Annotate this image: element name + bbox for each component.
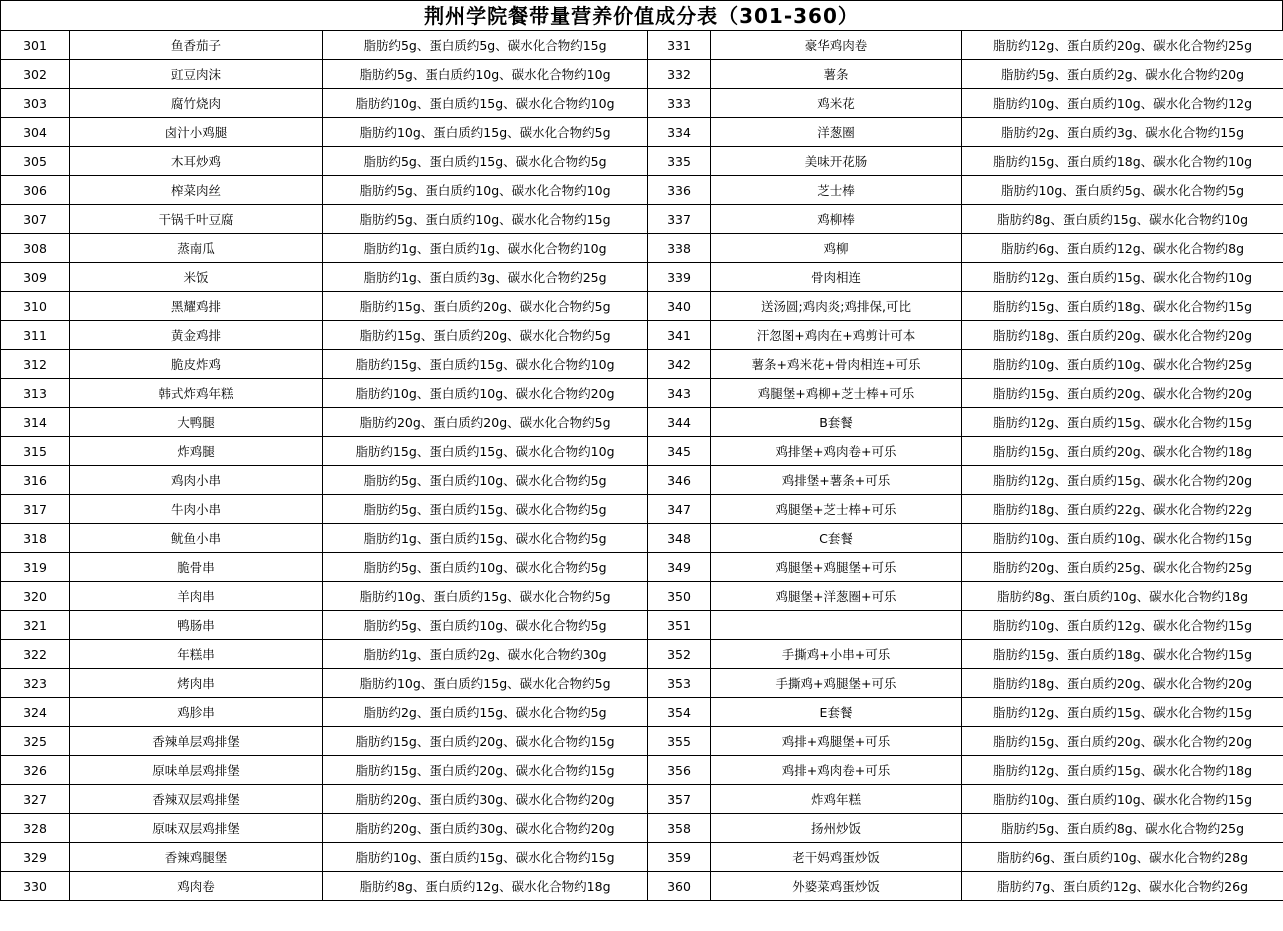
left-dish-name-cell: 羊肉串: [70, 582, 323, 611]
left-nutrition-cell: 脂肪约15g、蛋白质约20g、碳水化合物约5g: [323, 321, 648, 350]
right-dish-name-cell: 鸡柳: [711, 234, 962, 263]
right-dish-name-cell: 送汤圆;鸡肉炎;鸡排保,可比: [711, 292, 962, 321]
right-number-cell: 335: [648, 147, 711, 176]
right-dish-name-cell: 鸡排+鸡肉卷+可乐: [711, 756, 962, 785]
right-dish-name-cell: B套餐: [711, 408, 962, 437]
right-nutrition-cell: 脂肪约18g、蛋白质约22g、碳水化合物约22g: [962, 495, 1283, 524]
left-number-cell: 311: [1, 321, 70, 350]
left-nutrition-cell: 脂肪约5g、蛋白质约10g、碳水化合物约5g: [323, 611, 648, 640]
table-row: [1, 205, 1283, 234]
right-number-cell: 355: [648, 727, 711, 756]
left-dish-name-cell: 香辣单层鸡排堡: [70, 727, 323, 756]
right-nutrition-cell: 脂肪约12g、蛋白质约20g、碳水化合物约25g: [962, 31, 1283, 60]
left-dish-name-cell: 年糕串: [70, 640, 323, 669]
left-number-cell: 314: [1, 408, 70, 437]
left-dish-name-cell: 香辣鸡腿堡: [70, 843, 323, 872]
left-nutrition-cell: 脂肪约10g、蛋白质约15g、碳水化合物约5g: [323, 669, 648, 698]
right-number-cell: 340: [648, 292, 711, 321]
right-number-cell: 336: [648, 176, 711, 205]
table-row: [1, 147, 1283, 176]
right-dish-name-cell: [711, 611, 962, 640]
left-number-cell: 320: [1, 582, 70, 611]
right-number-cell: 360: [648, 872, 711, 901]
left-nutrition-cell: 脂肪约15g、蛋白质约15g、碳水化合物约10g: [323, 437, 648, 466]
right-dish-name-cell: 扬州炒饭: [711, 814, 962, 843]
table-body: [1, 31, 1283, 901]
left-nutrition-cell: 脂肪约5g、蛋白质约10g、碳水化合物约5g: [323, 466, 648, 495]
right-nutrition-cell: 脂肪约12g、蛋白质约15g、碳水化合物约10g: [962, 263, 1283, 292]
left-dish-name-cell: 黑耀鸡排: [70, 292, 323, 321]
left-dish-name-cell: 干锅千叶豆腐: [70, 205, 323, 234]
left-dish-name-cell: 鱼香茄子: [70, 31, 323, 60]
left-nutrition-cell: 脂肪约8g、蛋白质约12g、碳水化合物约18g: [323, 872, 648, 901]
table-row: [1, 640, 1283, 669]
right-number-cell: 342: [648, 350, 711, 379]
left-nutrition-cell: 脂肪约10g、蛋白质约15g、碳水化合物约5g: [323, 118, 648, 147]
left-dish-name-cell: 鸡胗串: [70, 698, 323, 727]
left-dish-name-cell: 蒸南瓜: [70, 234, 323, 263]
left-number-cell: 301: [1, 31, 70, 60]
left-number-cell: 323: [1, 669, 70, 698]
table-row: [1, 379, 1283, 408]
right-number-cell: 357: [648, 785, 711, 814]
right-number-cell: 354: [648, 698, 711, 727]
right-number-cell: 349: [648, 553, 711, 582]
table-row: [1, 553, 1283, 582]
left-number-cell: 306: [1, 176, 70, 205]
right-dish-name-cell: 鸡腿堡+鸡腿堡+可乐: [711, 553, 962, 582]
left-nutrition-cell: 脂肪约5g、蛋白质约10g、碳水化合物约15g: [323, 205, 648, 234]
left-nutrition-cell: 脂肪约1g、蛋白质约3g、碳水化合物约25g: [323, 263, 648, 292]
left-dish-name-cell: 炸鸡腿: [70, 437, 323, 466]
left-number-cell: 309: [1, 263, 70, 292]
left-number-cell: 318: [1, 524, 70, 553]
left-number-cell: 327: [1, 785, 70, 814]
right-nutrition-cell: 脂肪约8g、蛋白质约10g、碳水化合物约18g: [962, 582, 1283, 611]
table-row: [1, 524, 1283, 553]
left-dish-name-cell: 鸡肉卷: [70, 872, 323, 901]
table-row: [1, 31, 1283, 60]
right-dish-name-cell: C套餐: [711, 524, 962, 553]
right-nutrition-cell: 脂肪约8g、蛋白质约15g、碳水化合物约10g: [962, 205, 1283, 234]
right-number-cell: 352: [648, 640, 711, 669]
left-dish-name-cell: 豇豆肉沫: [70, 60, 323, 89]
table-row: [1, 350, 1283, 379]
right-dish-name-cell: 汗忽图+鸡肉在+鸡剪计可本: [711, 321, 962, 350]
left-number-cell: 307: [1, 205, 70, 234]
table-row: [1, 814, 1283, 843]
right-nutrition-cell: 脂肪约5g、蛋白质约2g、碳水化合物约20g: [962, 60, 1283, 89]
table-row: [1, 727, 1283, 756]
right-dish-name-cell: 手撕鸡+鸡腿堡+可乐: [711, 669, 962, 698]
right-dish-name-cell: 洋葱圈: [711, 118, 962, 147]
left-number-cell: 319: [1, 553, 70, 582]
right-nutrition-cell: 脂肪约15g、蛋白质约20g、碳水化合物约18g: [962, 437, 1283, 466]
left-number-cell: 317: [1, 495, 70, 524]
left-nutrition-cell: 脂肪约10g、蛋白质约10g、碳水化合物约20g: [323, 379, 648, 408]
left-number-cell: 310: [1, 292, 70, 321]
table-row: [1, 176, 1283, 205]
right-nutrition-cell: 脂肪约15g、蛋白质约18g、碳水化合物约15g: [962, 292, 1283, 321]
right-nutrition-cell: 脂肪约10g、蛋白质约10g、碳水化合物约15g: [962, 524, 1283, 553]
right-dish-name-cell: 鸡排堡+鸡肉卷+可乐: [711, 437, 962, 466]
left-number-cell: 312: [1, 350, 70, 379]
right-dish-name-cell: 外婆菜鸡蛋炒饭: [711, 872, 962, 901]
left-number-cell: 329: [1, 843, 70, 872]
left-dish-name-cell: 木耳炒鸡: [70, 147, 323, 176]
table-row: [1, 234, 1283, 263]
right-number-cell: 337: [648, 205, 711, 234]
left-number-cell: 326: [1, 756, 70, 785]
left-dish-name-cell: 腐竹烧肉: [70, 89, 323, 118]
right-number-cell: 343: [648, 379, 711, 408]
table-row: [1, 843, 1283, 872]
left-number-cell: 303: [1, 89, 70, 118]
left-dish-name-cell: 米饭: [70, 263, 323, 292]
left-nutrition-cell: 脂肪约1g、蛋白质约1g、碳水化合物约10g: [323, 234, 648, 263]
right-number-cell: 339: [648, 263, 711, 292]
right-dish-name-cell: 炸鸡年糕: [711, 785, 962, 814]
table-row: [1, 495, 1283, 524]
right-number-cell: 356: [648, 756, 711, 785]
left-number-cell: 316: [1, 466, 70, 495]
left-number-cell: 315: [1, 437, 70, 466]
left-dish-name-cell: 原味双层鸡排堡: [70, 814, 323, 843]
left-number-cell: 305: [1, 147, 70, 176]
left-dish-name-cell: 原味单层鸡排堡: [70, 756, 323, 785]
nutrition-table: [0, 30, 1283, 901]
left-nutrition-cell: 脂肪约2g、蛋白质约15g、碳水化合物约5g: [323, 698, 648, 727]
left-dish-name-cell: 脆骨串: [70, 553, 323, 582]
right-number-cell: 353: [648, 669, 711, 698]
right-number-cell: 346: [648, 466, 711, 495]
right-number-cell: 334: [648, 118, 711, 147]
table-row: [1, 582, 1283, 611]
right-number-cell: 344: [648, 408, 711, 437]
right-nutrition-cell: 脂肪约10g、蛋白质约5g、碳水化合物约5g: [962, 176, 1283, 205]
right-nutrition-cell: 脂肪约20g、蛋白质约25g、碳水化合物约25g: [962, 553, 1283, 582]
left-number-cell: 330: [1, 872, 70, 901]
right-dish-name-cell: 美味开花肠: [711, 147, 962, 176]
right-nutrition-cell: 脂肪约15g、蛋白质约20g、碳水化合物约20g: [962, 727, 1283, 756]
left-nutrition-cell: 脂肪约10g、蛋白质约15g、碳水化合物约5g: [323, 582, 648, 611]
right-number-cell: 332: [648, 60, 711, 89]
left-dish-name-cell: 黄金鸡排: [70, 321, 323, 350]
right-number-cell: 333: [648, 89, 711, 118]
table-row: [1, 785, 1283, 814]
left-nutrition-cell: 脂肪约20g、蛋白质约30g、碳水化合物约20g: [323, 785, 648, 814]
right-nutrition-cell: 脂肪约10g、蛋白质约10g、碳水化合物约15g: [962, 785, 1283, 814]
left-dish-name-cell: 香辣双层鸡排堡: [70, 785, 323, 814]
left-nutrition-cell: 脂肪约15g、蛋白质约20g、碳水化合物约15g: [323, 756, 648, 785]
right-number-cell: 358: [648, 814, 711, 843]
right-number-cell: 348: [648, 524, 711, 553]
left-nutrition-cell: 脂肪约10g、蛋白质约15g、碳水化合物约10g: [323, 89, 648, 118]
right-nutrition-cell: 脂肪约10g、蛋白质约12g、碳水化合物约15g: [962, 611, 1283, 640]
right-nutrition-cell: 脂肪约5g、蛋白质约8g、碳水化合物约25g: [962, 814, 1283, 843]
right-nutrition-cell: 脂肪约12g、蛋白质约15g、碳水化合物约20g: [962, 466, 1283, 495]
table-row: [1, 60, 1283, 89]
left-nutrition-cell: 脂肪约20g、蛋白质约20g、碳水化合物约5g: [323, 408, 648, 437]
right-dish-name-cell: 豪华鸡肉卷: [711, 31, 962, 60]
table-row: [1, 756, 1283, 785]
left-number-cell: 328: [1, 814, 70, 843]
right-dish-name-cell: 鸡腿堡+芝士棒+可乐: [711, 495, 962, 524]
right-number-cell: 345: [648, 437, 711, 466]
table-row: [1, 263, 1283, 292]
sheet-title: 荆州学院餐带量营养价值成分表（301-360）: [0, 0, 1283, 30]
left-nutrition-cell: 脂肪约10g、蛋白质约15g、碳水化合物约15g: [323, 843, 648, 872]
right-dish-name-cell: 鸡腿堡+鸡柳+芝士棒+可乐: [711, 379, 962, 408]
right-dish-name-cell: 骨肉相连: [711, 263, 962, 292]
left-dish-name-cell: 卤汁小鸡腿: [70, 118, 323, 147]
left-nutrition-cell: 脂肪约5g、蛋白质约5g、碳水化合物约15g: [323, 31, 648, 60]
right-dish-name-cell: 鸡排堡+薯条+可乐: [711, 466, 962, 495]
right-dish-name-cell: 老干妈鸡蛋炒饭: [711, 843, 962, 872]
right-dish-name-cell: 鸡腿堡+洋葱圈+可乐: [711, 582, 962, 611]
left-number-cell: 321: [1, 611, 70, 640]
right-dish-name-cell: 手撕鸡+小串+可乐: [711, 640, 962, 669]
right-nutrition-cell: 脂肪约12g、蛋白质约15g、碳水化合物约15g: [962, 408, 1283, 437]
right-dish-name-cell: 薯条: [711, 60, 962, 89]
left-nutrition-cell: 脂肪约5g、蛋白质约15g、碳水化合物约5g: [323, 495, 648, 524]
left-nutrition-cell: 脂肪约15g、蛋白质约15g、碳水化合物约10g: [323, 350, 648, 379]
left-nutrition-cell: 脂肪约20g、蛋白质约30g、碳水化合物约20g: [323, 814, 648, 843]
left-dish-name-cell: 韩式炸鸡年糕: [70, 379, 323, 408]
right-nutrition-cell: 脂肪约18g、蛋白质约20g、碳水化合物约20g: [962, 321, 1283, 350]
table-row: [1, 437, 1283, 466]
left-number-cell: 302: [1, 60, 70, 89]
table-row: [1, 611, 1283, 640]
right-nutrition-cell: 脂肪约15g、蛋白质约18g、碳水化合物约15g: [962, 640, 1283, 669]
table-row: [1, 89, 1283, 118]
right-nutrition-cell: 脂肪约6g、蛋白质约10g、碳水化合物约28g: [962, 843, 1283, 872]
left-number-cell: 313: [1, 379, 70, 408]
right-nutrition-cell: 脂肪约18g、蛋白质约20g、碳水化合物约20g: [962, 669, 1283, 698]
right-number-cell: 347: [648, 495, 711, 524]
left-number-cell: 324: [1, 698, 70, 727]
right-dish-name-cell: 鸡柳棒: [711, 205, 962, 234]
right-dish-name-cell: 芝士棒: [711, 176, 962, 205]
left-nutrition-cell: 脂肪约5g、蛋白质约15g、碳水化合物约5g: [323, 147, 648, 176]
table-row: [1, 408, 1283, 437]
right-nutrition-cell: 脂肪约10g、蛋白质约10g、碳水化合物约25g: [962, 350, 1283, 379]
left-number-cell: 322: [1, 640, 70, 669]
right-dish-name-cell: 鸡米花: [711, 89, 962, 118]
left-number-cell: 308: [1, 234, 70, 263]
right-nutrition-cell: 脂肪约15g、蛋白质约18g、碳水化合物约10g: [962, 147, 1283, 176]
right-number-cell: 359: [648, 843, 711, 872]
right-nutrition-cell: 脂肪约6g、蛋白质约12g、碳水化合物约8g: [962, 234, 1283, 263]
left-nutrition-cell: 脂肪约15g、蛋白质约20g、碳水化合物约5g: [323, 292, 648, 321]
right-nutrition-cell: 脂肪约15g、蛋白质约20g、碳水化合物约20g: [962, 379, 1283, 408]
left-dish-name-cell: 鱿鱼小串: [70, 524, 323, 553]
left-nutrition-cell: 脂肪约5g、蛋白质约10g、碳水化合物约10g: [323, 176, 648, 205]
table-row: [1, 292, 1283, 321]
right-nutrition-cell: 脂肪约10g、蛋白质约10g、碳水化合物约12g: [962, 89, 1283, 118]
left-dish-name-cell: 鸭肠串: [70, 611, 323, 640]
table-row: [1, 321, 1283, 350]
right-number-cell: 341: [648, 321, 711, 350]
right-nutrition-cell: 脂肪约12g、蛋白质约15g、碳水化合物约18g: [962, 756, 1283, 785]
right-nutrition-cell: 脂肪约12g、蛋白质约15g、碳水化合物约15g: [962, 698, 1283, 727]
table-row: [1, 669, 1283, 698]
right-nutrition-cell: 脂肪约2g、蛋白质约3g、碳水化合物约15g: [962, 118, 1283, 147]
table-row: [1, 698, 1283, 727]
left-nutrition-cell: 脂肪约1g、蛋白质约15g、碳水化合物约5g: [323, 524, 648, 553]
left-nutrition-cell: 脂肪约15g、蛋白质约20g、碳水化合物约15g: [323, 727, 648, 756]
right-number-cell: 351: [648, 611, 711, 640]
table-row: [1, 872, 1283, 901]
right-nutrition-cell: 脂肪约7g、蛋白质约12g、碳水化合物约26g: [962, 872, 1283, 901]
left-number-cell: 304: [1, 118, 70, 147]
left-dish-name-cell: 牛肉小串: [70, 495, 323, 524]
right-dish-name-cell: 鸡排+鸡腿堡+可乐: [711, 727, 962, 756]
right-number-cell: 331: [648, 31, 711, 60]
right-number-cell: 338: [648, 234, 711, 263]
left-nutrition-cell: 脂肪约1g、蛋白质约2g、碳水化合物约30g: [323, 640, 648, 669]
left-dish-name-cell: 榨菜肉丝: [70, 176, 323, 205]
right-dish-name-cell: 薯条+鸡米花+骨肉相连+可乐: [711, 350, 962, 379]
table-row: [1, 466, 1283, 495]
table-row: [1, 118, 1283, 147]
right-dish-name-cell: E套餐: [711, 698, 962, 727]
left-nutrition-cell: 脂肪约5g、蛋白质约10g、碳水化合物约10g: [323, 60, 648, 89]
right-number-cell: 350: [648, 582, 711, 611]
left-dish-name-cell: 大鸭腿: [70, 408, 323, 437]
left-number-cell: 325: [1, 727, 70, 756]
left-dish-name-cell: 鸡肉小串: [70, 466, 323, 495]
left-dish-name-cell: 脆皮炸鸡: [70, 350, 323, 379]
left-nutrition-cell: 脂肪约5g、蛋白质约10g、碳水化合物约5g: [323, 553, 648, 582]
left-dish-name-cell: 烤肉串: [70, 669, 323, 698]
